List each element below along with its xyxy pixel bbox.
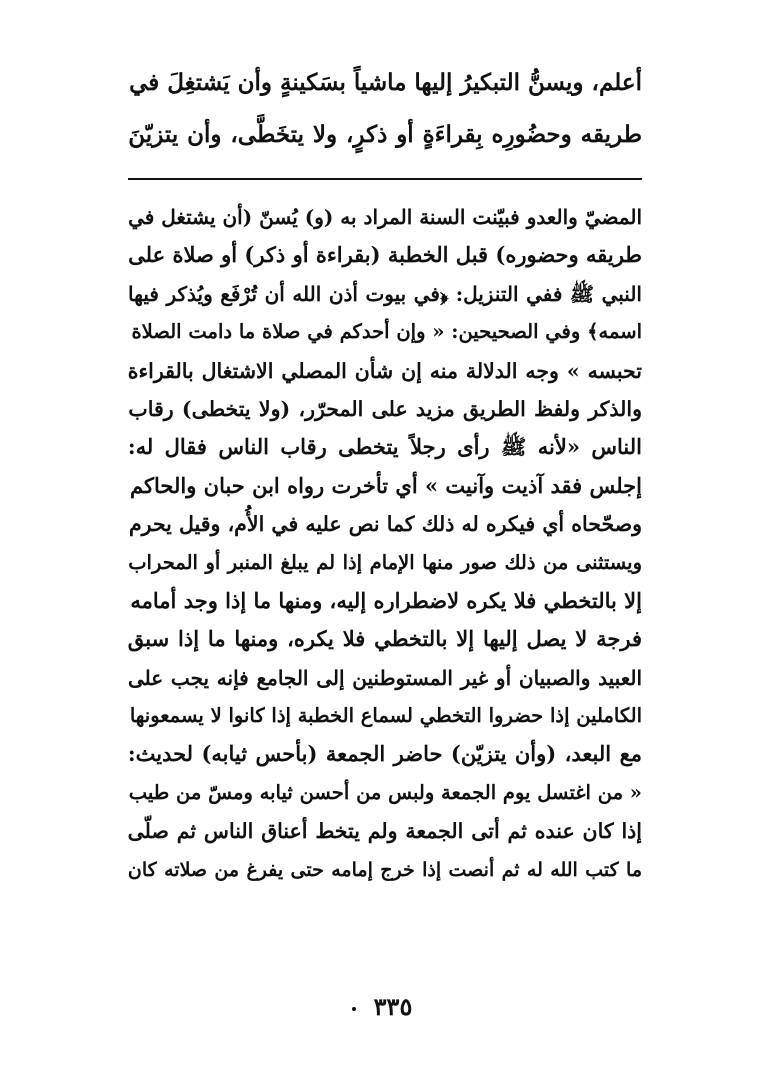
commentary-line: إلا بالتخطي فلا يكره لاضطراره إليه، ومنها ما إذا وجد أمامه	[130, 587, 642, 613]
commentary-line: طريقه وحضوره) قبل الخطبة (بقراءة أو ذكر) أو صلاة على	[128, 242, 642, 268]
commentary-line: فرجة لا يصل إليها إلا بالتخطي فلا يكره، ومنها ما إذا سبق	[127, 626, 642, 652]
main-text-line: طريقه وحضُورِه بِقراءَةٍ أو ذكرٍ، ولا يتخَطَّى، وأن يتزيّنَ	[128, 121, 642, 148]
commentary-line: إجلس فقد آذيت وآنيت » أي تأخرت رواه ابن حبان والحاكم	[130, 472, 642, 498]
commentary-line: ويستثنى من ذلك صور منها الإمام إذا لم يبلغ المنبر أو المحراب	[128, 550, 642, 574]
main-text-line: أعلم، ويسنُّ التبكيرُ إليها ماشياً بسَكينةٍ وأن يَشتغِلَ في	[129, 69, 642, 96]
page-number: ٣٣٥	[373, 992, 413, 1021]
commentary-text	[128, 198, 642, 889]
commentary-line: المضيّ والعدو فبيّنت السنة المراد به (و) يُسنّ (أن يشتغل في	[128, 205, 642, 229]
commentary-line: إذا كان عنده ثم أتى الجمعة ولم يتخط أعناق الناس ثم صلّى	[127, 819, 642, 844]
main-text	[128, 64, 642, 168]
commentary-line: الكاملين إذا حضروا التخطي لسماع الخطبة إذا كانوا لا يسمعونها	[129, 704, 642, 728]
commentary-line: ما كتب الله له ثم أنصت إذا خرج إمامه حتى يفرغ من صلاته كان	[127, 858, 642, 881]
book-page	[128, 64, 642, 889]
commentary-line: الناس «لأنه ﷺ رأى رجلاً يتخطى رقاب الناس فقال له:	[127, 434, 642, 460]
commentary-line: اسمه﴾ وفي الصحيحين: « وإن أحدكم في صلاة ما دامت الصلاة	[131, 320, 642, 344]
text-divider	[128, 178, 642, 180]
commentary-line: مع البعد، (وأن يتزيّن) حاضر الجمعة (بأحس ثيابه) لحديث:	[127, 741, 642, 767]
commentary-line: وصحّحاه أي فيكره له ذلك كما نص عليه في الأُم، وقيل يحرم	[128, 512, 642, 537]
commentary-line: العبيد والصبيان أو غير المستوطنين إلى الجامع فإنه يجب على	[127, 665, 642, 690]
commentary-line: النبي ﷺ ففي التنزيل: ﴿في بيوت أذن الله أن تُرْفَع ويُذكر فيها	[128, 281, 642, 306]
commentary-line: « من اغتسل يوم الجمعة ولبس من أحسن ثيابه ومسّ من طيب	[128, 780, 642, 804]
commentary-line: تحبسه » وجه الدلالة منه إن شأن المصلي الاشتغال بالقراءة	[127, 358, 642, 383]
commentary-line: والذكر ولفظ الطريق مزيد على المحرّر، (ولا يتخطى) رقاب	[128, 396, 642, 421]
